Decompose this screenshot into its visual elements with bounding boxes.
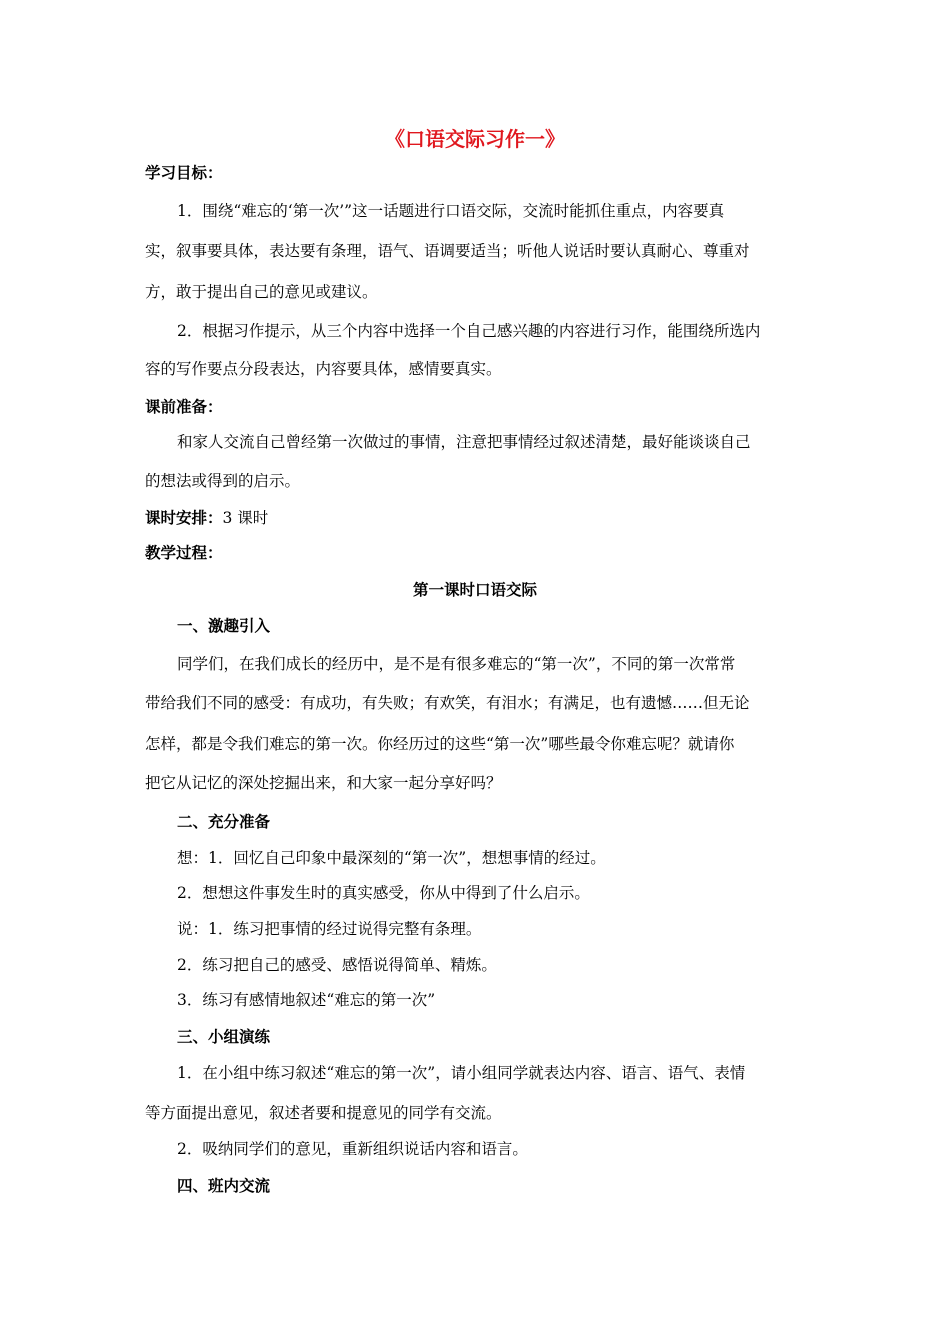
section4-heading: 四、班内交流: [177, 1177, 271, 1195]
section1-heading: 一、激趣引入: [177, 617, 271, 635]
schedule-heading: 课时安排：: [145, 509, 223, 527]
section3-line1: 1．在小组中练习叙述“难忘的第一次”，请小组同学就表达内容、语言、语气、表情: [177, 1064, 746, 1082]
section3-line2: 等方面提出意见，叙述者要和提意见的同学有交流。: [145, 1104, 502, 1122]
section1-line2: 带给我们不同的感受：有成功，有失败；有欢笑，有泪水；有满足，也有遗憾……但无论: [145, 694, 750, 712]
section1-line1: 同学们，在我们成长的经历中，是不是有很多难忘的“第一次”，不同的第一次常常: [177, 655, 736, 673]
section2-line4: 2．练习把自己的感受、感悟说得简单、精炼。: [177, 956, 497, 974]
section1-line4: 把它从记忆的深处挖掘出来，和大家一起分享好吗？: [145, 774, 502, 792]
section3-line3: 2．吸纳同学们的意见，重新组织说话内容和语言。: [177, 1140, 528, 1158]
section2-line5: 3．练习有感情地叙述“难忘的第一次”: [177, 991, 436, 1009]
schedule-value: 3 课时: [222, 509, 269, 527]
prep-line2: 的想法或得到的启示。: [145, 472, 301, 490]
prep-line1: 和家人交流自己曾经第一次做过的事情，注意把事情经过叙述清楚，最好能谈谈自己: [177, 433, 751, 451]
goals-heading: 学习目标：: [145, 164, 223, 182]
section2-line3: 说：1．练习把事情的经过说得完整有条理。: [177, 920, 482, 938]
goal1-line3: 方，敢于提出自己的意见或建议。: [145, 283, 378, 301]
goal2-line2: 容的写作要点分段表达，内容要具体，感情要真实。: [145, 360, 502, 378]
schedule-row: [145, 508, 268, 528]
goal1-line1: 1．围绕“难忘的‘第一次’”这一话题进行口语交际，交流时能抓住重点，内容要真: [177, 202, 725, 220]
process-heading: 教学过程：: [145, 544, 223, 562]
prep-heading: 课前准备：: [145, 398, 223, 416]
section2-line2: 2．想想这件事发生时的真实感受，你从中得到了什么启示。: [177, 884, 590, 902]
goal2-line1: 2．根据习作提示，从三个内容中选择一个自己感兴趣的内容进行习作，能围绕所选内: [177, 322, 761, 340]
document-title: 《口语交际习作一》: [385, 127, 565, 151]
section3-heading: 三、小组演练: [177, 1028, 271, 1046]
goal1-line2: 实，叙事要具体，表达要有条理，语气、语调要适当；听他人说话时要认真耐心、尊重对: [145, 242, 750, 260]
lesson1-heading: 第一课时口语交际: [412, 581, 537, 599]
section2-heading: 二、充分准备: [177, 813, 271, 831]
section2-line1: 想：1．回忆自己印象中最深刻的“第一次”，想想事情的经过。: [177, 849, 606, 867]
section1-line3: 怎样，都是令我们难忘的第一次。你经历过的这些“第一次”哪些最令你难忘呢？就请你: [145, 735, 735, 753]
